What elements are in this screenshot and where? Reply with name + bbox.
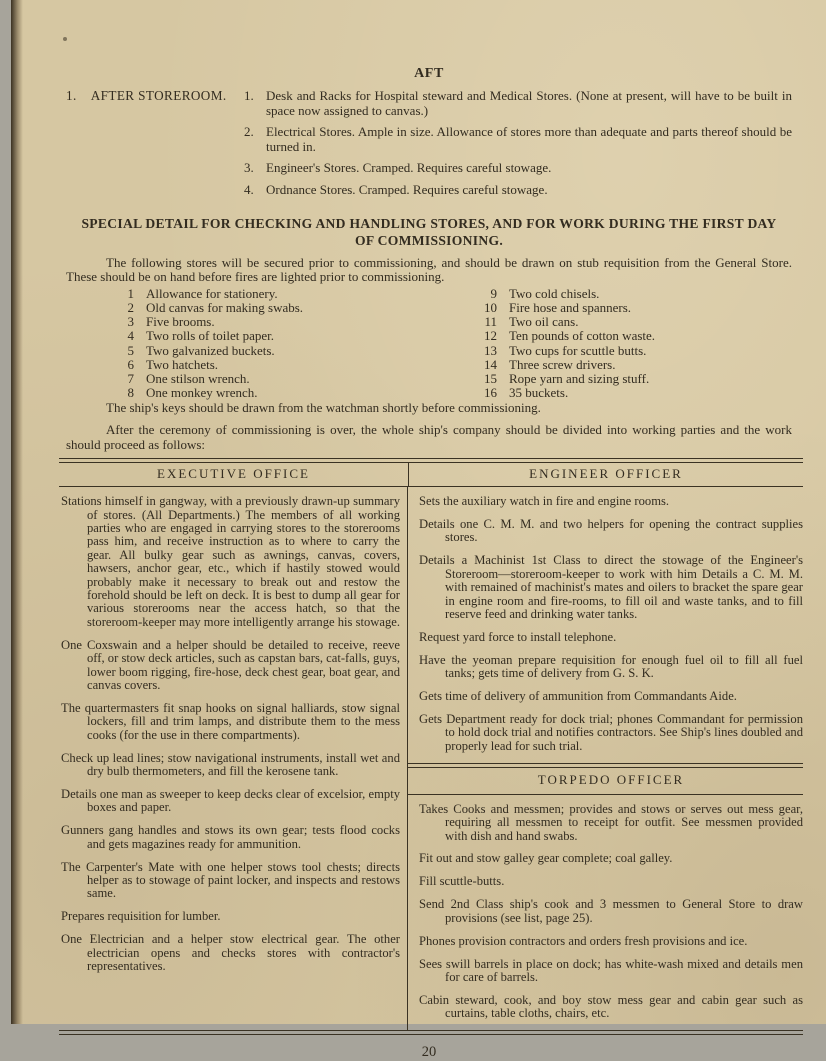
item-text: Engineer's Stores. Cramped. Requires careful stowage. [266,160,552,176]
item-number: 16 [484,385,497,401]
duty-paragraph: Gunners gang handles and stows its own gear; tests flood cocks and gets magazines ready for ammunition. [61,823,400,851]
torpedo-officer-header: TORPEDO OFFICER [537,771,685,787]
item-number: 1 [127,285,134,301]
item-number: 4 [127,328,134,344]
duty-paragraph: Check up lead lines; stow navigational instruments, install wet and dry bulb thermometers, and fill the kerosene tank. [61,750,400,778]
item-text: Ten pounds of cotton waste. [509,328,656,344]
after-ceremony-paragraph: After the ceremony of commissioning is over, the whole ship's company should be divided into working parties and the work should proceed as follows: [66,421,792,452]
item-text: Ordnance Stores. Cramped. Requires careful stowage. [266,181,548,197]
after-storeroom-items [244,89,792,205]
list-item [66,287,429,301]
page-content [61,0,803,1061]
duty-table [59,458,803,1035]
list-item [66,372,429,386]
duty-paragraph: One Coxswain and a helper should be detailed to receive, reeve off, or stow deck articles, such as capstan bars, cat-falls, guys, lower boom rigging, fire-hose, deck chest gear, boat gear, and canvas covers. [61,637,400,692]
duty-paragraph: Stations himself in gangway, with a previously drawn-up summary of stores. (All Departments.) The members of all working parties who are engaged in carrying stores to the storerooms pass him, and receive instruction as to where to carry the gear. All bulky gear such as awnings, canvas, covers, hawsers, anchor gear, etc., which if hastily stowed would probably make it necessary to break out and restow the forehold should be left on deck. It is best to dump all gear for various storerooms near the access hatch, so that the storeroom-keeper may more intelligently arrange his stowage. [61,494,400,629]
list-item [244,183,792,198]
item-number: 1. [244,88,254,103]
list-item [429,329,792,343]
item-text: Two cups for scuttle butts. [509,342,647,358]
item-text: 35 buckets. [509,385,569,401]
duty-paragraph: Fill scuttle-butts. [419,874,505,889]
list-item [429,315,792,329]
item-number: 10 [484,299,497,315]
page-scan [11,0,826,1061]
item-text: Two hatchets. [146,356,219,372]
keys-note: The ship's keys should be drawn from the watchman shortly before commissioning. [106,400,541,416]
duty-paragraph: Details one C. M. M. and two helpers for opening the contract supplies stores. [419,517,803,545]
list-item [429,358,792,372]
torpedo-bottom-rule [408,794,803,795]
item-text: Two oil cans. [509,314,579,330]
list-item [429,287,792,301]
stores-list [66,287,792,401]
duty-paragraph: Request yard force to install telephone. [419,629,617,644]
item-number: 2. [244,124,254,140]
list-item [429,301,792,315]
engineer-officer-header: ENGINEER OFFICER [529,466,683,482]
item-number: 15 [484,370,497,386]
list-item [66,344,429,358]
item-number: 9 [490,285,497,301]
executive-office-column [59,487,408,1030]
table-body [59,487,803,1030]
duty-paragraph: Send 2nd Class ship's cook and 3 messmen to General Store to draw provisions (see list, page 25). [419,897,803,925]
stores-column-right [429,287,792,401]
item-text: Allowance for stationery. [146,285,278,301]
duty-paragraph: One Electrician and a helper stow electrical gear. The other electrician opens and checks stores with contractor's representatives. [61,932,400,973]
duty-paragraph: Takes Cooks and messmen; provides and stows or serves out mess gear, requiring all messmen to receipt for outfit. See messmen provided with dish and hand swabs. [419,801,803,843]
list-item [66,386,429,400]
item-text: Desk and Racks for Hospital steward and Medical Stores. (None at present, will have to be built in space now assigned to canvas.) [266,88,792,118]
after-storeroom-label [66,89,244,205]
item-text: One monkey wrench. [146,385,258,401]
item-number: 7 [127,370,134,386]
list-item [429,344,792,358]
list-item [66,358,429,372]
executive-office-header: EXECUTIVE OFFICE [59,463,409,486]
item-number: 11 [484,314,497,330]
duty-paragraph: Sees swill barrels in place on dock; has white-wash mixed and details men for care of barrels. [419,956,803,984]
item-text: Electrical Stores. Ample in size. Allowance of stores more than adequate and parts thereof should be turned in. [266,124,792,154]
list-item [66,301,429,315]
duty-paragraph: Details a Machinist 1st Class to direct the stowage of the Engineer's Storeroom—storeroom-keeper to work with him Details a C. M. M. with remained of machinist's mates and oilers to bracket the spare gear in engine room and fire-rooms, to fill oil and waste tanks, and to fill reserve feed and drinking water tanks. [419,553,803,621]
duty-paragraph: The Carpenter's Mate with one helper stows tool chests; directs helper as to stowage of paint locker, and inspects and restows same. [61,859,400,901]
section-title: AFT [414,66,444,81]
duty-paragraph: Fit out and stow galley gear complete; coal galley. [419,851,673,866]
special-detail-heading: SPECIAL DETAIL FOR CHECKING AND HANDLING STORES, AND FOR WORK DURING THE FIRST DAY OF COMMISSIONING. [81,215,777,248]
list-item [244,125,792,154]
item-number: 14 [484,356,497,372]
item-number: 13 [484,342,497,358]
item-number: 4. [244,181,254,197]
item-text: Five brooms. [146,314,215,330]
table-header-row [59,463,803,486]
item-text: Two cold chisels. [509,285,600,301]
item-number: 6 [127,356,134,372]
list-item [429,386,792,400]
after-storeroom-number: 1. [66,88,77,103]
stores-column-left [66,287,429,401]
list-item [66,329,429,343]
duty-paragraph: Have the yeoman prepare requisition for enough fuel oil to fill all fuel tanks; gets time of delivery from G. S. K. [419,652,803,681]
duty-paragraph: Gets time of delivery of ammunition from Commandants Aide. [419,689,737,704]
after-storeroom-title: AFTER STOREROOM. [90,88,227,103]
item-text: Rope yarn and sizing stuff. [509,370,650,386]
item-text: Fire hose and spanners. [509,299,632,315]
item-text: Two rolls of toilet paper. [146,328,274,344]
list-item [429,372,792,386]
item-number: 2 [127,299,134,315]
list-item [244,161,792,176]
duty-paragraph: Cabin steward, cook, and boy stow mess gear and cabin gear such as curtains, table cloths, chairs, etc. [419,992,803,1021]
item-number: 3. [244,160,254,176]
table-bottom-rule [59,1030,803,1035]
list-item [66,315,429,329]
duty-paragraph: Prepares requisition for lumber. [61,909,221,924]
after-storeroom-block [66,89,792,205]
engineer-torpedo-column [408,487,803,1030]
page-number: 20 [421,1044,437,1061]
item-text: Two galvanized buckets. [146,342,275,358]
item-text: One stilson wrench. [146,370,250,386]
item-number: 3 [127,314,134,330]
item-number: 12 [484,328,497,344]
item-number: 8 [127,385,134,401]
duty-paragraph: Sets the auxiliary watch in fire and engine rooms. [419,494,670,509]
duty-paragraph: Gets Department ready for dock trial; phones Commandant for permission to hold dock trial and notifies contractors. See Ship's lines doubled and properly lead for such trial. [419,712,803,753]
list-item [244,89,792,118]
item-text: Old canvas for making swabs. [146,299,304,315]
duty-paragraph: Phones provision contractors and orders fresh provisions and ice. [419,933,748,948]
intro-paragraph: The following stores will be secured prior to commissioning, and should be drawn on stub requisition from the General Store. These should be on hand before fires are lighted prior to commissioning. [66,254,792,285]
item-number: 5 [127,342,134,358]
item-text: Three screw drivers. [509,356,616,372]
duty-paragraph: The quartermasters fit snap hooks on signal halliards, stow signal lockers, fill and trim lamps, and distribute them to the mess cooks (for the use in there compartments). [61,700,400,742]
duty-paragraph: Details one man as sweeper to keep decks clear of excelsior, empty boxes and paper. [61,786,400,815]
